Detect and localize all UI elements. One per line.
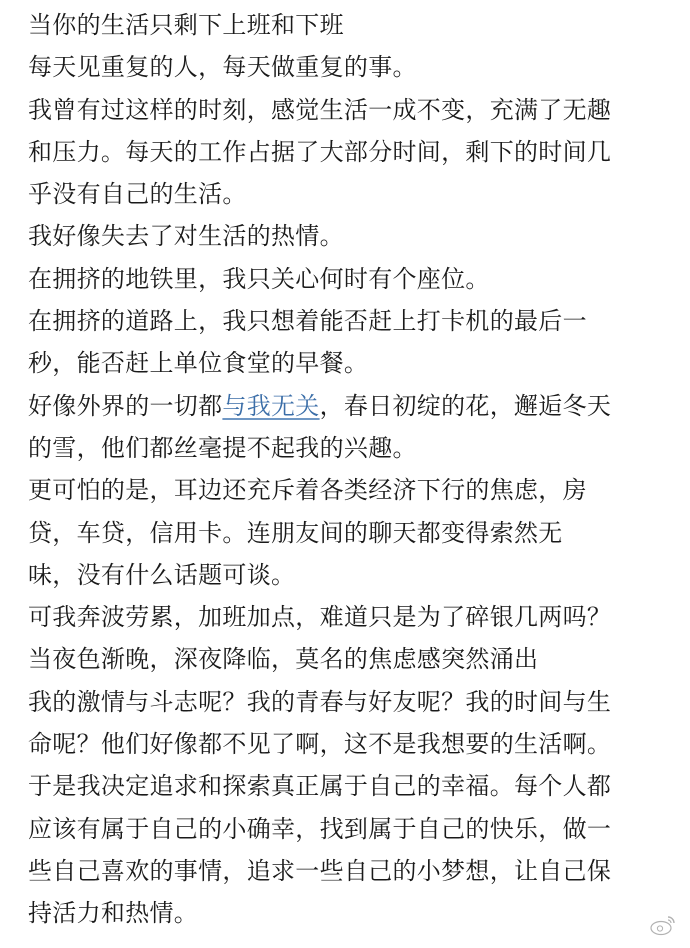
weibo-logo-icon [650, 914, 676, 936]
text-line: 秒，能否赶上单位食堂的早餐。 [28, 349, 369, 378]
keyword-link[interactable]: 与我无关 [222, 391, 320, 420]
text-line: 可我奔波劳累，加班加点，难道只是为了碎银几两吗？ [28, 603, 612, 632]
text-line: 应该有属于自己的小确幸，找到属于自己的快乐，做一 [28, 814, 612, 843]
text-segment: 好像外界的一切都 [28, 391, 223, 420]
post-body [28, 4, 678, 935]
text-line: 贷，车贷，信用卡。连朋友间的聊天都变得索然无 [28, 518, 563, 547]
text-line: 我曾有过这样的时刻，感觉生活一成不变，充满了无趣 [28, 95, 612, 124]
text-line: 乎没有自己的生活。 [28, 180, 247, 209]
text-line: 当夜色渐晚，深夜降临，莫名的焦虑感突然涌出 [28, 645, 539, 674]
text-line: 的雪，他们都丝毫提不起我的兴趣。 [28, 433, 417, 462]
text-line: 每天见重复的人，每天做重复的事。 [28, 53, 417, 82]
text-line: 在拥挤的道路上，我只想着能否赶上打卡机的最后一 [28, 307, 587, 336]
text-line: 于是我决定追求和探索真正属于自己的幸福。每个人都 [28, 772, 612, 801]
text-segment: ，春日初绽的花，邂逅冬天 [319, 391, 612, 420]
text-line: 我的激情与斗志呢？我的青春与好友呢？我的时间与生 [28, 687, 612, 716]
text-line: 味，没有什么话题可谈。 [28, 560, 296, 589]
text-line: 当你的生活只剩下上班和下班 [28, 11, 344, 39]
watermark [650, 910, 680, 940]
text-line: 些自己喜欢的事情，追求一些自己的小梦想，让自己保 [28, 856, 612, 885]
text-line: 在拥挤的地铁里，我只关心何时有个座位。 [28, 264, 490, 293]
text-line-with-link [28, 385, 678, 427]
text-line: 更可怕的是，耳边还充斥着各类经济下行的焦虑，房 [28, 476, 587, 505]
text-line: 和压力。每天的工作占据了大部分时间，剩下的时间几 [28, 137, 612, 166]
text-line: 命呢？他们好像都不见了啊，这不是我想要的生活啊。 [28, 730, 612, 759]
text-line: 我好像失去了对生活的热情。 [28, 222, 344, 251]
text-line: 持活力和热情。 [28, 899, 199, 928]
